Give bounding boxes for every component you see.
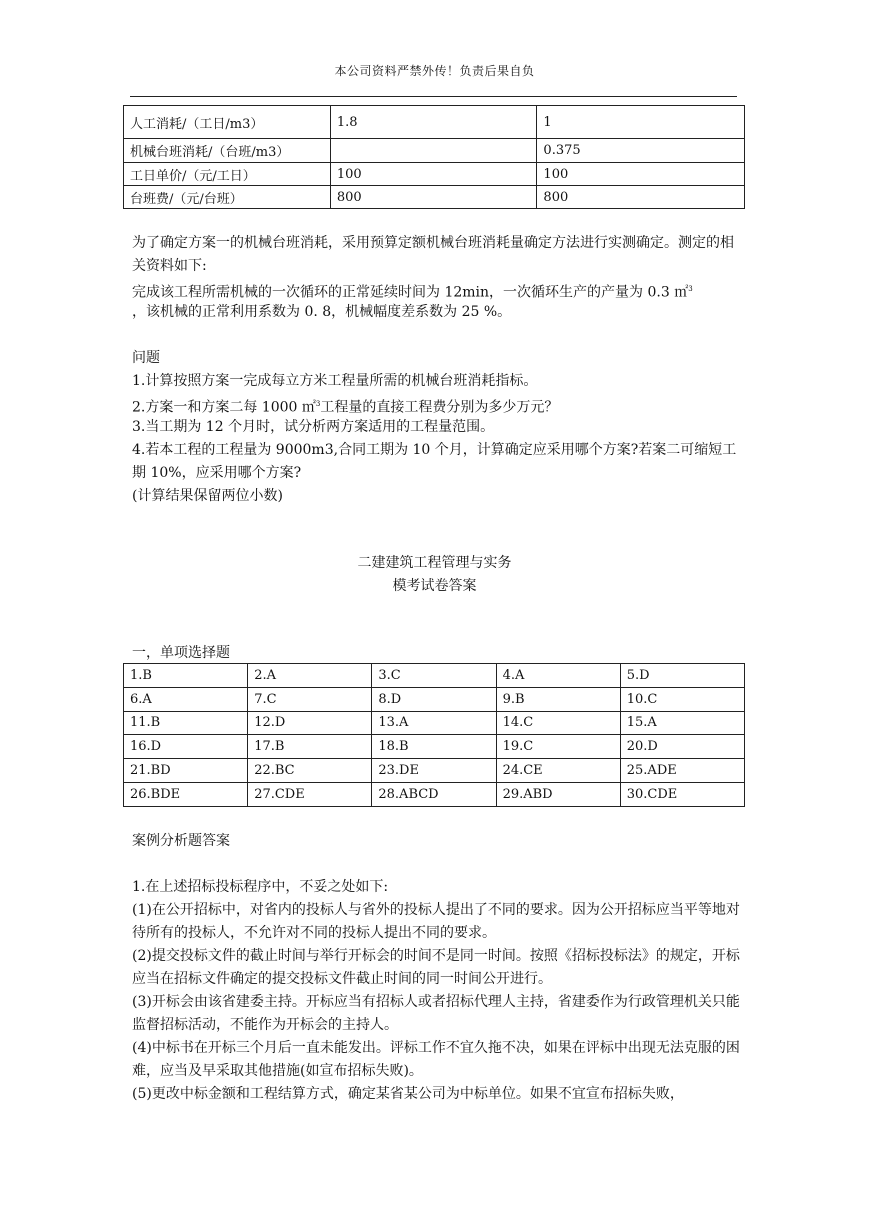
table-cell-plan2: 1 [537,106,745,139]
table-cell-plan1: 800 [330,186,537,209]
answer-cell: 24.CE [496,759,620,783]
cubic-superscript: 3 [315,400,321,408]
single-choice-answer-table [123,663,745,807]
answer-cell: 11.B [124,711,248,735]
cubic-superscript: 3 [688,285,693,293]
table-row [124,139,745,163]
table-cell-plan2: 100 [537,163,745,186]
table-row [124,782,745,806]
answer-cell: 3.C [372,664,496,688]
utilization-line: ，该机械的正常利用系数为 0. 8，机械幅度差系数为 25 %。 [132,304,512,320]
table-cell-plan2: 800 [537,186,745,209]
answer-cell: 13.A [372,711,496,735]
intro-paragraph: 为了确定方案一的机械台班消耗，采用预算定额机械台班消耗量确定方法进行实测确定。测定的相关资料如下: [132,235,734,274]
table-cell-label: 工日单价/（元/工日） [124,163,331,186]
table-cell-plan2: 0.375 [537,139,745,163]
answer-cell: 9.B [496,687,620,711]
table-row [124,687,745,711]
question-2-text-b: 工程量的直接工程费分别为多少万元？ [320,399,559,416]
case-answers-intro: 1.在上述招标投标程序中，不妥之处如下: [132,879,389,895]
answer-cell: 28.ABCD [372,782,496,806]
answer-cell: 25.ADE [620,759,744,783]
question-1: 1.计算按照方案一完成每立方米工程量所需的机械台班消耗指标。 [132,373,538,389]
answer-cell: 20.D [620,735,744,759]
answer-cell: 19.C [496,735,620,759]
table-row [124,735,745,759]
answer-cell: 15.A [620,711,744,735]
answer-cell: 8.D [372,687,496,711]
answer-title-line1: 二建建筑工程管理与实务 [357,555,512,571]
confidential-header: 本公司资料严禁外传！负责后果自负 [334,64,535,78]
case-answer-item-2: (2)提交投标文件的截止时间与举行开标会的时间不是同一时间。按照《招标投标法》的规定，开标应当在招标文件确定的提交投标文件截止时间的同一时间公开进行。 [132,948,740,987]
case-answer-item-5: (5)更改中标金额和工程结算方式，确定某省某公司为中标单位。如果不宜宣布招标失败， [132,1086,684,1102]
answer-cell: 1.B [124,664,248,688]
answer-cell: 14.C [496,711,620,735]
question-2-text-a: 2.方案一和方案二每 1000 ㎡ [132,399,316,416]
answer-cell: 22.BC [248,759,372,783]
answer-cell: 7.C [248,687,372,711]
case-answer-item-3: (3)开标会由该省建委主持。开标应当有招标人或者招标代理人主持，省建委作为行政管理机关只能监督招标活动，不能作为开标会的主持人。 [132,994,740,1033]
case-answer-item-4: (4)中标书在开标三个月后一直未能发出。评标工作不宜久拖不决，如果在评标中出现无法克服的困难，应当及早采取其他措施(如宣布招标失败)。 [132,1040,740,1079]
single-choice-heading: 一，单项选择题 [132,645,230,661]
table-row [124,186,745,209]
answer-cell: 17.B [248,735,372,759]
header-divider [130,96,737,97]
questions-heading: 问题 [132,350,160,366]
answer-cell: 29.ABD [496,782,620,806]
answer-cell: 21.BD [124,759,248,783]
answer-cell: 5.D [620,664,744,688]
case-answers-heading: 案例分析题答案 [132,833,230,849]
table-cell-label: 机械台班消耗/（台班/m3） [124,139,331,163]
question-4: 4.若本工程的工程量为 9000m3,合同工期为 10 个月，计算确定应采用哪个方案?若案二可缩短工期 10%，应采用哪个方案? [132,442,737,481]
case-answer-item-1: (1)在公开招标中，对省内的投标人与省外的投标人提出了不同的要求。因为公开招标应当平等地对待所有的投标人，不允许对不同的投标人提出不同的要求。 [132,902,740,941]
answer-cell: 6.A [124,687,248,711]
calculation-note: (计算结果保留两位小数) [132,488,283,504]
table-row [124,664,745,688]
table-row [124,759,745,783]
question-3: 3.当工期为 12 个月时，试分析两方案适用的工程量范围。 [132,419,495,435]
answer-cell: 10.C [620,687,744,711]
answer-cell: 27.CDE [248,782,372,806]
table-row [124,163,745,186]
answer-cell: 2.A [248,664,372,688]
table-cell-label: 台班费/（元/台班） [124,186,331,209]
table-cell-plan1: 1.8 [330,106,537,139]
answer-cell: 12.D [248,711,372,735]
answer-cell: 30.CDE [620,782,744,806]
table-cell-label: 人工消耗/（工日/m3） [124,106,331,139]
answer-title-line2: 模考试卷答案 [392,578,477,594]
table-row [124,711,745,735]
answer-cell: 23.DE [372,759,496,783]
table-cell-plan1 [330,139,537,163]
table-row [124,106,745,139]
answer-cell: 26.BDE [124,782,248,806]
answer-cell: 4.A [496,664,620,688]
cycle-data-text: 完成该工程所需机械的一次循环的正常延续时间为 12min，一次循环生产的产量为 0.3 ㎡ [132,284,689,301]
answer-cell: 18.B [372,735,496,759]
plan-parameters-table [123,105,745,209]
table-cell-plan1: 100 [330,163,537,186]
answer-cell: 16.D [124,735,248,759]
